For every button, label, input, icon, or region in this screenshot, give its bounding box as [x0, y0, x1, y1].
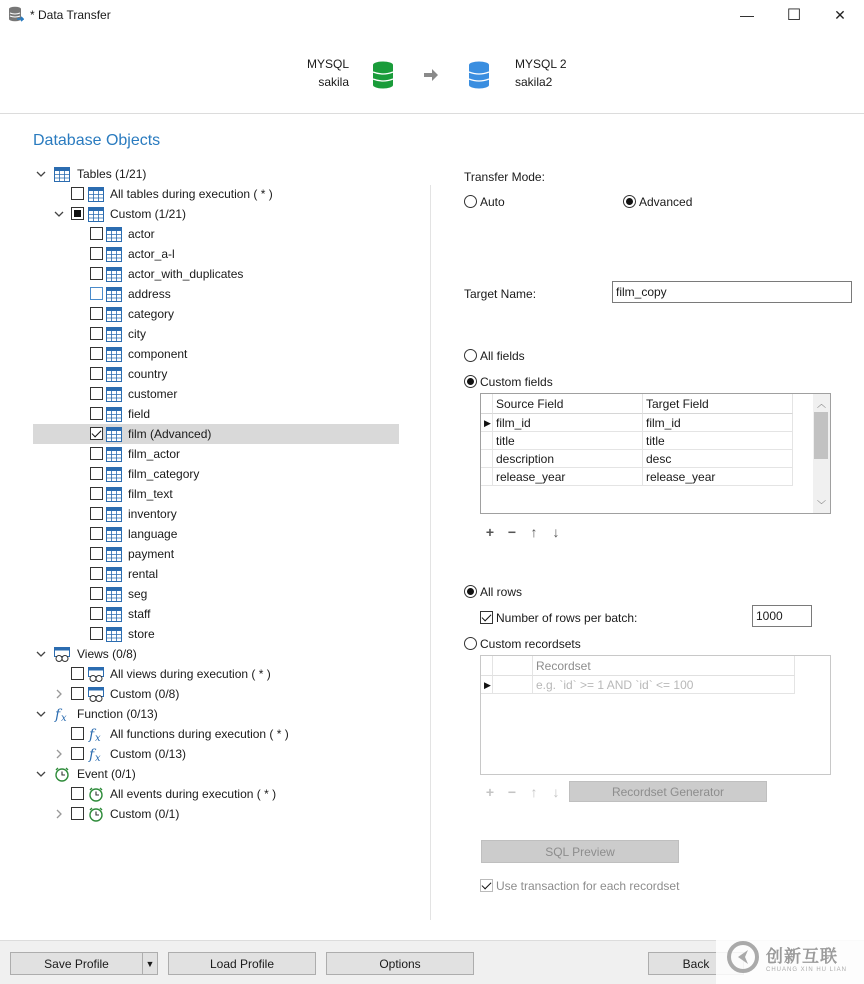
checkbox[interactable]	[90, 407, 103, 420]
checkbox[interactable]	[71, 747, 84, 760]
checkbox[interactable]	[90, 587, 103, 600]
target-server: MYSQL 2	[515, 57, 567, 71]
tree-label: Tables (1/21)	[77, 167, 147, 181]
recordset-up-icon: ↑	[530, 784, 538, 800]
options-button[interactable]: Options	[326, 952, 474, 975]
sql-preview-button: SQL Preview	[481, 840, 679, 863]
checkbox[interactable]	[90, 307, 103, 320]
target-field-cell[interactable]: film_id	[643, 414, 793, 432]
tree-item-table[interactable]	[0, 484, 430, 504]
checkbox[interactable]	[90, 567, 103, 580]
tree-item-table[interactable]	[0, 384, 430, 404]
recordset-grid[interactable]	[480, 655, 831, 775]
table-icon	[88, 207, 104, 222]
scroll-thumb[interactable]	[814, 412, 828, 459]
field-mapping-grid[interactable]	[480, 393, 831, 514]
event-clock-icon	[88, 787, 104, 802]
tree-label: Custom (0/13)	[110, 747, 187, 761]
current-row-indicator-icon: ▶	[481, 676, 493, 694]
custom-recordsets-label[interactable]: Custom recordsets	[480, 637, 581, 651]
custom-fields-radio[interactable]	[464, 375, 477, 388]
checkbox[interactable]	[90, 627, 103, 640]
target-field-cell[interactable]: release_year	[643, 468, 793, 486]
table-icon	[106, 447, 122, 462]
checkbox[interactable]	[90, 527, 103, 540]
checkbox[interactable]	[90, 427, 103, 440]
checkbox[interactable]	[71, 187, 84, 200]
tree-node-all-functions[interactable]	[0, 724, 430, 744]
tree-label: actor	[128, 227, 155, 241]
recordset-header[interactable]: Recordset	[533, 656, 795, 676]
target-name-label: Target Name:	[464, 287, 537, 301]
tree-label: All events during execution ( * )	[110, 787, 277, 801]
table-icon	[106, 407, 122, 422]
tree-item-table[interactable]	[0, 444, 430, 464]
source-database: sakila	[318, 75, 349, 89]
recordset-generator-button: Recordset Generator	[569, 781, 767, 802]
event-clock-icon	[88, 807, 104, 822]
auto-mode-label[interactable]: Auto	[480, 195, 505, 209]
tree-node-functions[interactable]	[0, 704, 430, 724]
watermark-subtext: CHUANG XIN HU LIAN	[766, 966, 848, 973]
table-icon	[106, 587, 122, 602]
tree-item-table[interactable]	[0, 564, 430, 584]
tree-label: seg	[128, 587, 148, 601]
tree-label: rental	[128, 567, 159, 581]
tree-item-table[interactable]	[0, 464, 430, 484]
all-rows-radio[interactable]	[464, 585, 477, 598]
current-row-indicator-icon: ▶	[481, 414, 493, 432]
expand-chevron-right-icon[interactable]	[53, 688, 65, 700]
target-field-cell[interactable]: desc	[643, 450, 793, 468]
tree-label: actor_with_duplicates	[128, 267, 244, 281]
tree-item-table[interactable]	[0, 324, 430, 344]
tree-item-table[interactable]	[0, 504, 430, 524]
source-field-cell[interactable]: film_id	[493, 414, 643, 432]
use-transaction-label: Use transaction for each recordset	[496, 879, 680, 893]
tree-item-table[interactable]	[0, 604, 430, 624]
svg-text:f: f	[89, 727, 95, 743]
tree-item-table[interactable]	[0, 264, 430, 284]
tree-label: Custom (1/21)	[110, 207, 187, 221]
tree-item-table[interactable]	[0, 524, 430, 544]
row-header	[481, 450, 493, 468]
svg-text:x: x	[61, 713, 67, 723]
checkbox[interactable]	[71, 667, 84, 680]
target-database: sakila2	[515, 75, 553, 89]
tree-label: component	[128, 347, 188, 361]
tree-label: Custom (0/1)	[110, 807, 180, 821]
tree-node-custom-tables[interactable]	[0, 204, 430, 224]
tree-node-all-events[interactable]	[0, 784, 430, 804]
source-field-header[interactable]: Source Field	[493, 394, 643, 414]
auto-mode-radio[interactable]	[464, 195, 477, 208]
scroll-down-icon[interactable]: ﹀	[817, 500, 827, 510]
recordset-placeholder[interactable]: e.g. `id` >= 1 AND `id` <= 100	[533, 676, 795, 694]
tree-item-table[interactable]	[0, 364, 430, 384]
watermark-text: 创新互联	[766, 946, 838, 966]
watermark-logo-icon	[726, 940, 760, 974]
tree-item-table[interactable]	[0, 344, 430, 364]
tree-label: language	[128, 527, 178, 541]
all-rows-label[interactable]: All rows	[480, 585, 523, 599]
tree-label: category	[128, 307, 175, 321]
tree-label: Event (0/1)	[77, 767, 136, 781]
table-icon	[54, 167, 70, 182]
tree-label: film_category	[128, 467, 200, 481]
maximize-button[interactable]: ☐	[786, 7, 802, 24]
tree-item-table[interactable]	[0, 624, 430, 644]
recordset-index-cell	[493, 676, 533, 694]
expand-chevron-down-icon[interactable]	[35, 708, 47, 720]
expand-chevron-down-icon[interactable]	[35, 648, 47, 660]
checkbox[interactable]	[90, 607, 103, 620]
tree-label: Function (0/13)	[77, 707, 158, 721]
checkbox[interactable]	[90, 247, 103, 260]
tree-label: All views during execution ( * )	[110, 667, 271, 681]
rows-per-batch-input[interactable]: 1000	[752, 605, 812, 627]
checkbox[interactable]	[71, 807, 84, 820]
window-title: * Data Transfer	[30, 8, 111, 22]
table-icon	[106, 227, 122, 242]
add-recordset-icon: +	[485, 784, 495, 800]
table-icon	[106, 287, 122, 302]
table-icon	[106, 387, 122, 402]
custom-recordsets-radio[interactable]	[464, 637, 477, 650]
table-icon	[106, 507, 122, 522]
source-field-cell[interactable]: title	[493, 432, 643, 450]
checkbox[interactable]	[90, 387, 103, 400]
tree-node-tables[interactable]	[0, 164, 430, 184]
custom-fields-label[interactable]: Custom fields	[480, 375, 553, 389]
transfer-mode-label: Transfer Mode:	[464, 170, 545, 184]
checkbox[interactable]	[90, 467, 103, 480]
all-fields-radio[interactable]	[464, 349, 477, 362]
load-profile-button[interactable]: Load Profile	[168, 952, 316, 975]
view-icon	[88, 667, 104, 682]
expand-chevron-down-icon[interactable]	[35, 168, 47, 180]
tree-label: field	[128, 407, 151, 421]
section-title: Database Objects	[33, 132, 161, 149]
tree-label: store	[128, 627, 155, 641]
rows-per-batch-label[interactable]: Number of rows per batch:	[496, 611, 638, 625]
minimize-button[interactable]: —	[740, 7, 754, 23]
table-icon	[106, 567, 122, 582]
table-icon	[106, 327, 122, 342]
view-icon	[88, 687, 104, 702]
tree-node-all-views[interactable]	[0, 664, 430, 684]
table-icon	[106, 427, 122, 442]
tree-label: payment	[128, 547, 175, 561]
function-icon	[54, 706, 72, 723]
svg-text:x: x	[95, 733, 101, 743]
table-icon	[106, 627, 122, 642]
tree-node-events[interactable]	[0, 764, 430, 784]
rows-per-batch-checkbox[interactable]	[480, 611, 493, 624]
svg-text:f: f	[89, 747, 95, 763]
tree-item-table[interactable]	[0, 304, 430, 324]
tree-label: Views (0/8)	[77, 647, 137, 661]
pane-divider	[430, 185, 431, 920]
back-button[interactable]: Back	[648, 952, 744, 975]
tree-node-custom-functions[interactable]	[0, 744, 430, 764]
tree-label: Custom (0/8)	[110, 687, 180, 701]
table-icon	[88, 187, 104, 202]
tree-label: city	[128, 327, 146, 341]
svg-text:x: x	[95, 753, 101, 763]
tree-node-custom-events[interactable]	[0, 804, 430, 824]
tree-node-all-tables[interactable]	[0, 184, 430, 204]
event-clock-icon	[54, 767, 70, 782]
target-name-input[interactable]: film_copy	[612, 281, 852, 303]
function-icon	[88, 746, 106, 763]
checkbox[interactable]	[71, 727, 84, 740]
move-down-icon[interactable]: ↓	[552, 524, 560, 540]
tree-label: address	[128, 287, 171, 301]
recordset-down-icon: ↓	[552, 784, 560, 800]
tree-label: All tables during execution ( * )	[110, 187, 273, 201]
expand-chevron-right-icon[interactable]	[53, 748, 65, 760]
tree-label: customer	[128, 387, 178, 401]
checkbox[interactable]	[71, 687, 84, 700]
tree-label: staff	[128, 607, 151, 621]
expand-chevron-down-icon[interactable]	[53, 208, 65, 220]
table-icon	[106, 247, 122, 262]
row-header	[481, 432, 493, 450]
save-profile-button[interactable]: Save Profile	[10, 952, 143, 975]
target-connection	[515, 55, 567, 91]
tree-label: All functions during execution ( * )	[110, 727, 289, 741]
scroll-up-icon[interactable]: ︿	[817, 399, 827, 409]
tree-item-table[interactable]	[0, 224, 430, 244]
checkbox[interactable]	[90, 447, 103, 460]
svg-text:f: f	[55, 707, 61, 723]
table-icon	[106, 367, 122, 382]
table-icon	[106, 307, 122, 322]
checkbox[interactable]	[71, 787, 84, 800]
add-field-icon[interactable]: +	[485, 524, 495, 540]
object-tree[interactable]	[0, 0, 430, 940]
target-field-header[interactable]: Target Field	[643, 394, 793, 414]
recordset-index-header	[493, 656, 533, 676]
advanced-mode-radio[interactable]	[623, 195, 636, 208]
expand-chevron-down-icon[interactable]	[35, 768, 47, 780]
table-icon	[106, 267, 122, 282]
checkbox[interactable]	[71, 207, 84, 220]
advanced-mode-label[interactable]: Advanced	[639, 195, 693, 209]
remove-recordset-icon: −	[507, 784, 517, 800]
tree-label: inventory	[128, 507, 177, 521]
grid-corner	[481, 656, 493, 676]
grid-corner	[481, 394, 493, 414]
table-icon	[106, 607, 122, 622]
tree-item-table[interactable]	[0, 244, 430, 264]
row-header	[481, 468, 493, 486]
checkbox[interactable]	[90, 347, 103, 360]
save-profile-dropdown-icon[interactable]: ▼	[142, 952, 158, 975]
move-up-icon[interactable]: ↑	[530, 524, 538, 540]
source-server: MYSQL	[306, 57, 349, 71]
checkbox[interactable]	[90, 267, 103, 280]
checkbox[interactable]	[90, 287, 103, 300]
tree-label: film (Advanced)	[128, 427, 212, 441]
tree-label: country	[128, 367, 168, 381]
use-transaction-checkbox	[480, 879, 493, 892]
target-field-cell[interactable]: title	[643, 432, 793, 450]
table-icon	[106, 347, 122, 362]
checkbox[interactable]	[90, 227, 103, 240]
tree-item-table[interactable]	[0, 404, 430, 424]
all-fields-label[interactable]: All fields	[480, 349, 525, 363]
tree-item-table[interactable]	[0, 284, 430, 304]
tree-item-table[interactable]	[0, 544, 430, 564]
table-icon	[106, 487, 122, 502]
tree-item-table[interactable]	[0, 584, 430, 604]
checkbox[interactable]	[90, 367, 103, 380]
table-icon	[106, 547, 122, 562]
expand-chevron-right-icon[interactable]	[53, 808, 65, 820]
checkbox[interactable]	[90, 487, 103, 500]
source-field-cell[interactable]: release_year	[493, 468, 643, 486]
close-button[interactable]: ✕	[834, 6, 846, 23]
tree-label: actor_a-l	[128, 247, 175, 261]
tree-item-table[interactable]	[33, 424, 399, 444]
checkbox[interactable]	[90, 327, 103, 340]
tree-label: film_text	[128, 487, 173, 501]
source-field-cell[interactable]: description	[493, 450, 643, 468]
watermark-logo	[716, 930, 864, 984]
view-icon	[54, 647, 70, 662]
field-grid-scrollbar[interactable]	[813, 394, 830, 513]
checkbox[interactable]	[90, 547, 103, 560]
remove-field-icon[interactable]: −	[507, 524, 517, 540]
tree-node-views[interactable]	[0, 644, 430, 664]
tree-node-custom-views[interactable]	[0, 684, 430, 704]
table-icon	[106, 467, 122, 482]
tree-label: film_actor	[128, 447, 181, 461]
table-icon	[106, 527, 122, 542]
checkbox[interactable]	[90, 507, 103, 520]
target-database-icon	[468, 61, 490, 89]
function-icon	[88, 726, 106, 743]
